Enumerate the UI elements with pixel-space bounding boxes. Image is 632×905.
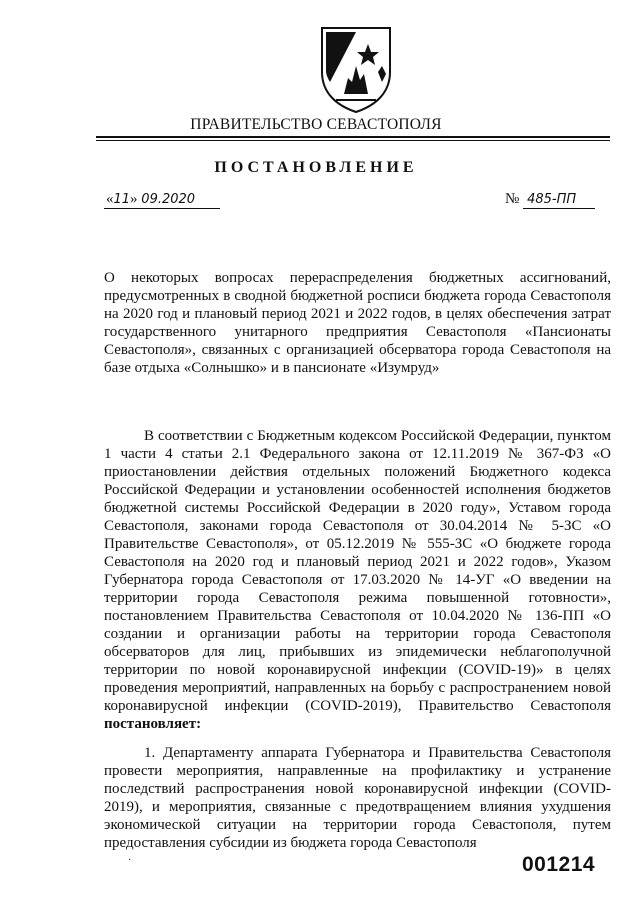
document-subject: О некоторых вопросах перераспределения бюджетных ассигнований, предусмотренных в сводной бюджетной росписи бюджета города Севастополя на 2020 год и плановый период 2021 и 2022 годов, в целях обеспечения затрат государственного унитарного предприятия Севастополя «Пансионаты Севастополя», связанных с организацией обсерватора города Севастополя на базе отдыха «Солнышко» и в пансионате «Изумруд» <box>104 270 611 376</box>
date-field <box>104 191 220 209</box>
date-day: 11 <box>113 192 131 207</box>
government-name: ПРАВИТЕЛЬСТВО СЕВАСТОПОЛЯ <box>190 116 442 133</box>
serial-number: 001214 <box>522 853 596 876</box>
coat-of-arms-emblem <box>318 22 394 114</box>
document-type-title: ПОСТАНОВЛЕНИЕ <box>214 159 418 176</box>
header-divider <box>96 136 610 138</box>
resolves-keyword: постановляет: <box>104 716 202 732</box>
number-prefix: № <box>505 191 520 207</box>
number-value: 485-ПП <box>527 192 577 207</box>
footer-mark: · <box>128 855 132 866</box>
preamble-text: В соответствии с Бюджетным кодексом Российской Федерации, пунктом 1 части 4 статьи 2.1 Федерального закона от 12.11.2019 № 367-ФЗ «О приостановлении действия отдельных положений Бюджетного кодекса Российской Федерации и установлении особенностей исполнения бюджетов бюджетной системы Российской Федерации в 2020 году», Уставом города Севастополя, законами города Севастополя от 30.04.2014 № 5-ЗС «О Правительстве Севастополя», от 05.12.2019 № 555-ЗС «О бюджете города Севастополя на 2020 год и плановый период 2021 и 2022 годов», Указом Губернатора города Севастополя от 17.03.2020 № 14-УГ «О введении на территории города Севастополя режима повышенной готовности», постановлением Правительства Севастополя от 10.04.2020 № 136-ПП «О создании и организации работы на территории города Севастополя обсерваторов для лиц, прибывших из эпидемически неблагополучной территории по новой коронавирусной инфекции (COVID-19)» в целях проведения мероприятий, направленных на борьбу с распространением новой коронавирусной инфекции (COVID-2019), Правительство Севастополя <box>104 428 611 714</box>
item-1-paragraph <box>104 744 611 852</box>
date-month-year: 09.2020 <box>141 192 196 207</box>
date-open-quote: « <box>106 191 114 207</box>
number-field <box>523 191 595 209</box>
document-number <box>505 191 595 209</box>
item-1-text: 1. Департаменту аппарата Губернатора и Правительства Севастополя провести мероприятия, направленные на профилактику и устранение последствий распространения новой коронавирусной инфекции (COVID-2019), и мероприятия, связанные с предотвращением влияния ухудшения экономической ситуации на территории города Севастополя, путем предоставления субсидии из бюджета города Севастополя <box>104 745 611 851</box>
header-divider-thin <box>96 140 610 141</box>
preamble-paragraph <box>104 427 611 733</box>
date-close-quote: » <box>130 191 138 207</box>
document-date <box>104 191 220 209</box>
